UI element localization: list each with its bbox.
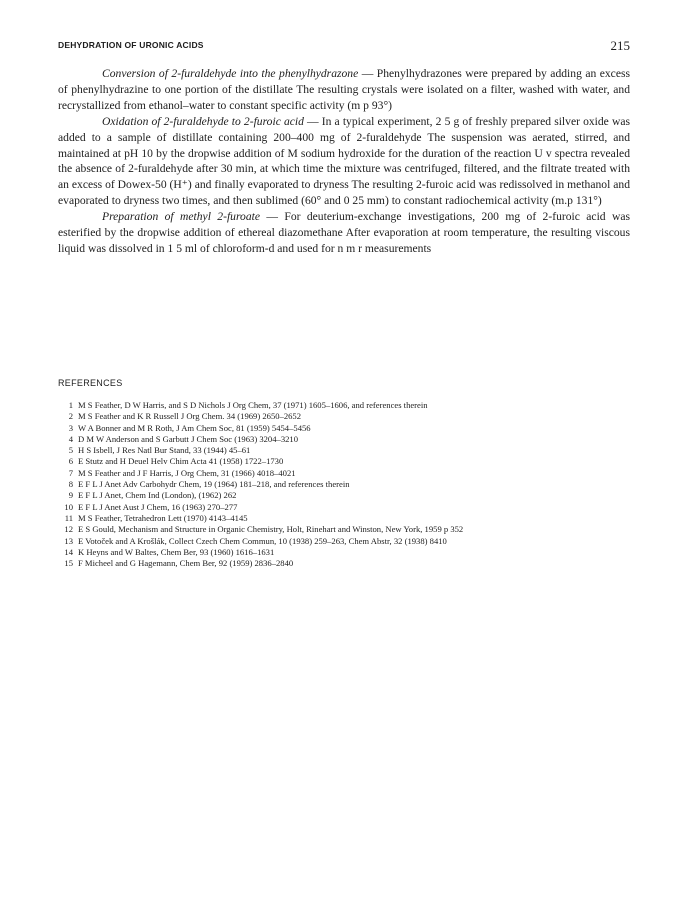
reference-text: E F L J Anet Adv Carbohydr Chem, 19 (1964) 181–218, and references therein — [78, 479, 350, 490]
reference-number: 10 — [64, 501, 73, 512]
reference-text: M S Feather and K R Russell J Org Chem. 34 (1969) 2650–2652 — [78, 411, 302, 422]
paragraph-text: — In a typical experiment, 2 5 g of freshly prepared silver oxide was added to a sample of distillate containing 200–400 mg of 2-furaldehyde The suspension was aerated, stirred, and maintained at pH 10 by the dropwise addition of M sodium hydroxide for the duration of the reaction U v spectra revealed the absence of 2-furaldehyde after 30 min, at which time the mixture was centrifuged, filtered, and the filtrate treated with an excess of Dowex-50 (H⁺) and finally evaporated to dryness The resulting 2-furoic acid was redissolved in methanol and evaporated to dryness two times, and then sublimed (60° and 0 25 mm) to constant radiochemical activity (m.p 131°) — [58, 114, 630, 208]
reference-number: 1 — [68, 400, 73, 410]
reference-number: 14 — [64, 546, 73, 557]
reference-number: 4 — [68, 433, 73, 444]
reference-item — [58, 445, 630, 456]
paragraph-heading: Conversion of 2-furaldehyde into the phenylhydrazone — [102, 67, 359, 80]
reference-item — [58, 400, 630, 411]
reference-text: E S Gould, Mechanism and Structure in Organic Chemistry, Holt, Rinehart and Winston, New York, 1959 p 352 — [78, 524, 464, 535]
references-list — [58, 400, 630, 569]
reference-item — [58, 479, 630, 490]
running-head: DEHYDRATION OF URONIC ACIDS — [58, 40, 204, 50]
reference-number: 13 — [64, 535, 73, 546]
body-text — [58, 66, 630, 257]
reference-number: 2 — [68, 411, 73, 422]
reference-text: E F L J Anet, Chem Ind (London), (1962) 262 — [78, 490, 237, 501]
paragraph-heading: Oxidation of 2-furaldehyde to 2-furoic acid — [102, 114, 304, 128]
paragraph-text: — For deuterium-exchange investigations, 200 mg of 2-furoic acid was esterified by the dropwise addition of ethereal diazomethane After evaporation at room temperature, the resulting viscous liquid was dissolved in 1 5 ml of chloroform-d and used for n m r measurements — [58, 210, 630, 255]
reference-item — [58, 490, 630, 501]
reference-item — [58, 536, 630, 547]
reference-text: E F L J Anet Aust J Chem, 16 (1963) 270–277 — [78, 501, 238, 512]
paragraph-heading: Preparation of methyl 2-furoate — [102, 210, 261, 224]
reference-text: M S Feather, Tetrahedron Lett (1970) 4143–4145 — [78, 512, 248, 523]
reference-number: 3 — [68, 422, 73, 433]
reference-text: M S Feather, D W Harris, and S D Nichols J Org Chem, 37 (1971) 1605–1606, and references therein — [78, 400, 428, 410]
reference-number: 15 — [64, 558, 73, 569]
reference-text: D M W Anderson and S Garbutt J Chem Soc (1963) 3204–3210 — [78, 433, 299, 444]
reference-item — [58, 524, 630, 535]
reference-number: 11 — [64, 512, 73, 523]
reference-text: E Votoček and A Krošlák, Collect Czech Chem Commun, 10 (1938) 259–263, Chem Abstr, 32 (1938) 8410 — [78, 535, 447, 546]
reference-item — [58, 502, 630, 513]
reference-item — [58, 434, 630, 445]
references-heading: REFERENCES — [58, 378, 123, 388]
reference-text: E Stutz and H Deuel Helv Chim Acta 41 (1958) 1722–1730 — [78, 456, 284, 467]
reference-text: H S Isbell, J Res Natl Bur Stand, 33 (1944) 45–61 — [78, 445, 251, 456]
paragraph-text: — Phenylhydrazones were prepared by adding an excess of phenylhydrazine to one portion of the distillate The resulting crystals were isolated on a filter, washed with water, and recrystallized from ethanol–water to constant specific activity (m p 93°) — [58, 67, 630, 112]
reference-text: F Micheel and G Hagemann, Chem Ber, 92 (1959) 2836–2840 — [78, 558, 294, 569]
reference-item — [58, 547, 630, 558]
reference-number: 9 — [68, 490, 73, 501]
reference-number: 12 — [64, 524, 73, 535]
reference-number: 8 — [68, 479, 73, 490]
reference-item — [58, 423, 630, 434]
reference-number: 5 — [68, 445, 73, 456]
reference-text: W A Bonner and M R Roth, J Am Chem Soc, 81 (1959) 5454–5456 — [78, 422, 311, 433]
reference-text: M S Feather and J F Harris, J Org Chem, 31 (1966) 4018–4021 — [78, 467, 296, 478]
paragraph-phenylhydrazone — [58, 66, 630, 114]
page-header — [58, 38, 630, 54]
reference-text: K Heyns and W Baltes, Chem Ber, 93 (1960) 1616–1631 — [78, 546, 275, 557]
page-number: 215 — [610, 38, 630, 53]
reference-number: 7 — [68, 467, 73, 478]
reference-item — [58, 468, 630, 479]
paragraph-methyl-furoate — [58, 209, 630, 257]
paragraph-oxidation — [58, 114, 630, 209]
reference-item — [58, 558, 630, 569]
reference-item — [58, 456, 630, 467]
reference-item — [58, 411, 630, 422]
reference-number: 6 — [68, 456, 73, 467]
reference-item — [58, 513, 630, 524]
